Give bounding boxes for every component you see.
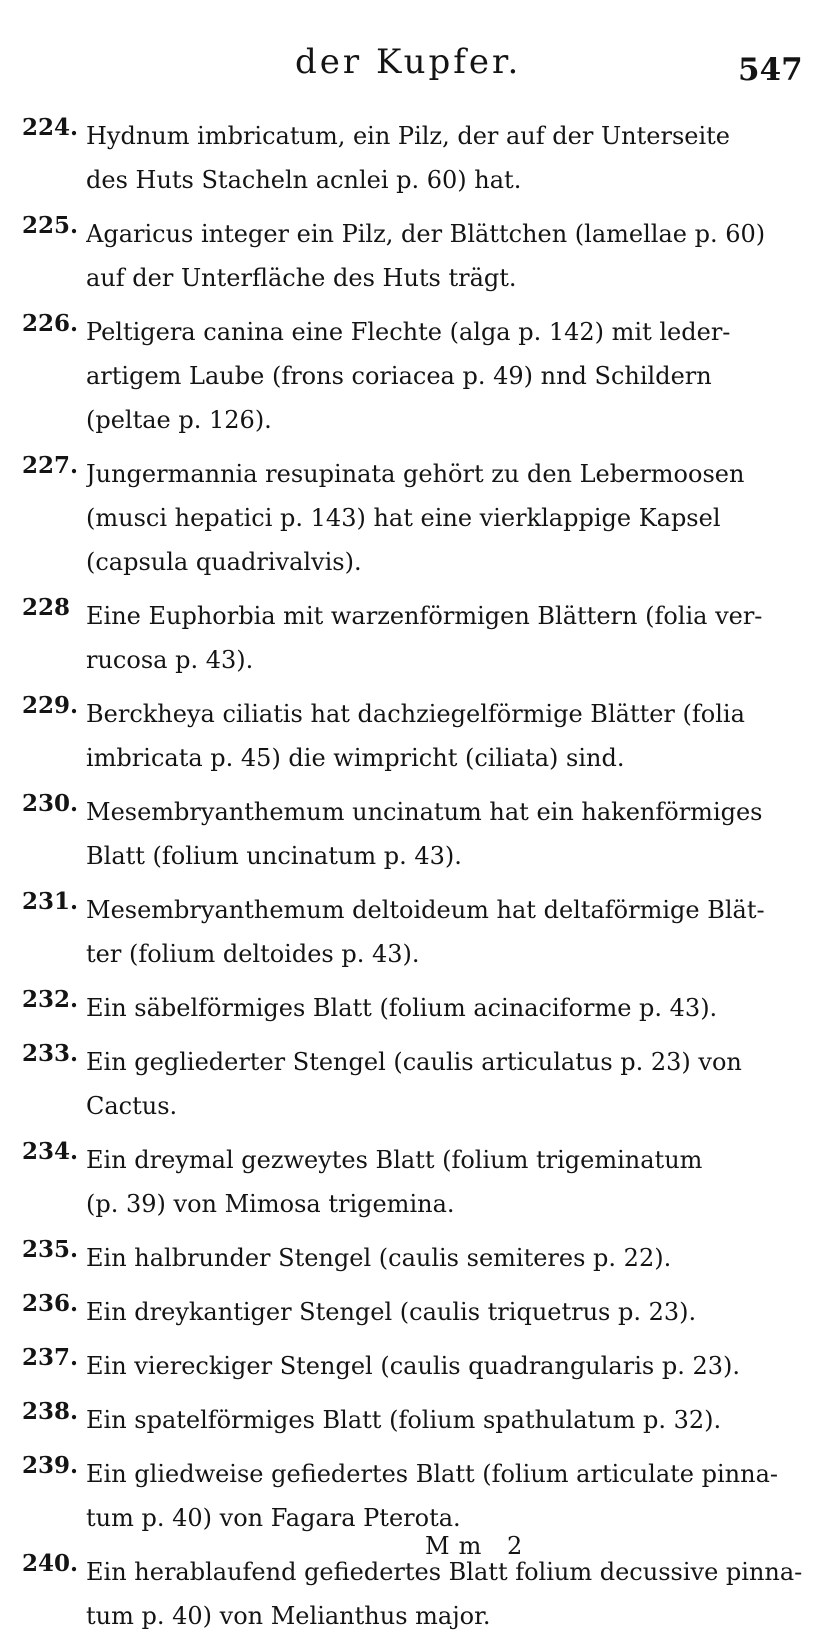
entry-number: 229. bbox=[22, 692, 79, 719]
entry-line: rucosa p. 43). bbox=[86, 646, 254, 674]
entry-line: Hydnum imbricatum, ein Pilz, der auf der Unterseite bbox=[86, 122, 730, 150]
plate-entry bbox=[0, 1398, 830, 1442]
entry-number: 228 bbox=[22, 594, 71, 621]
plate-entry-list bbox=[0, 114, 830, 1648]
plate-entry bbox=[0, 790, 830, 878]
entry-number: 231. bbox=[22, 888, 79, 915]
entry-line: Ein halbrunder Stengel (caulis semiteres p. 22). bbox=[86, 1244, 672, 1272]
entry-line: artigem Laube (frons coriacea p. 49) nnd Schildern bbox=[86, 362, 712, 390]
entry-text bbox=[86, 212, 806, 300]
entry-line: Cactus. bbox=[86, 1092, 178, 1120]
entry-text bbox=[86, 986, 806, 1030]
plate-entry bbox=[0, 1040, 830, 1128]
entry-line: Peltigera canina eine Flechte (alga p. 142) mit leder- bbox=[86, 318, 731, 346]
entry-line: auf der Unterfläche des Huts trägt. bbox=[86, 264, 517, 292]
entry-line: Ein dreykantiger Stengel (caulis triquetrus p. 23). bbox=[86, 1298, 697, 1326]
entry-line: Eine Euphorbia mit warzenförmigen Blättern (folia ver- bbox=[86, 602, 763, 630]
entry-line: Agaricus integer ein Pilz, der Blättchen (lamellae p. 60) bbox=[86, 220, 766, 248]
plate-entry bbox=[0, 1138, 830, 1226]
entry-line: ter (folium deltoides p. 43). bbox=[86, 940, 420, 968]
entry-line: Jungermannia resupinata gehört zu den Lebermoosen bbox=[86, 460, 745, 488]
entry-line: Berckheya ciliatis hat dachziegelförmige Blätter (folia bbox=[86, 700, 745, 728]
entry-text bbox=[86, 1290, 806, 1334]
plate-entry bbox=[0, 1550, 830, 1638]
entry-line: Mesembryanthemum deltoideum hat deltaförmige Blät- bbox=[86, 896, 765, 924]
entry-number: 226. bbox=[22, 310, 79, 337]
entry-number: 238. bbox=[22, 1398, 79, 1425]
entry-text bbox=[86, 114, 806, 202]
entry-text bbox=[86, 1550, 806, 1638]
entry-line: Ein dreymal gezweytes Blatt (folium trigeminatum bbox=[86, 1146, 703, 1174]
entry-number: 227. bbox=[22, 452, 79, 479]
entry-text bbox=[86, 790, 806, 878]
entry-text bbox=[86, 692, 806, 780]
entry-text bbox=[86, 594, 806, 682]
entry-line: (peltae p. 126). bbox=[86, 406, 272, 434]
plate-entry bbox=[0, 310, 830, 442]
signature-mark: Mm 2 bbox=[425, 1532, 532, 1560]
plate-entry bbox=[0, 1290, 830, 1334]
entry-line: Ein gliedweise gefiedertes Blatt (folium articulate pinna- bbox=[86, 1460, 779, 1488]
entry-number: 225. bbox=[22, 212, 79, 239]
entry-number: 230. bbox=[22, 790, 79, 817]
entry-line: Mesembryanthemum uncinatum hat ein hakenförmiges bbox=[86, 798, 763, 826]
entry-text bbox=[86, 1040, 806, 1128]
plate-entry bbox=[0, 594, 830, 682]
plate-entry bbox=[0, 1344, 830, 1388]
entry-line: Ein spatelförmiges Blatt (folium spathulatum p. 32). bbox=[86, 1406, 722, 1434]
page-number: 547 bbox=[738, 52, 803, 88]
plate-entry bbox=[0, 212, 830, 300]
entry-line: (musci hepatici p. 143) hat eine vierklappige Kapsel bbox=[86, 504, 721, 532]
entry-number: 239. bbox=[22, 1452, 79, 1479]
plate-entry bbox=[0, 692, 830, 780]
entry-text bbox=[86, 888, 806, 976]
entry-number: 236. bbox=[22, 1290, 79, 1317]
entry-text bbox=[86, 1138, 806, 1226]
entry-number: 233. bbox=[22, 1040, 79, 1067]
entry-number: 224. bbox=[22, 114, 79, 141]
plate-entry bbox=[0, 452, 830, 584]
plate-entry bbox=[0, 114, 830, 202]
entry-line: (capsula quadrivalvis). bbox=[86, 548, 362, 576]
entry-number: 232. bbox=[22, 986, 79, 1013]
entry-line: Ein säbelförmiges Blatt (folium acinaciforme p. 43). bbox=[86, 994, 718, 1022]
plate-entry bbox=[0, 1452, 830, 1540]
entry-text bbox=[86, 1236, 806, 1280]
running-head: der Kupfer. bbox=[295, 42, 522, 82]
entry-number: 240. bbox=[22, 1550, 79, 1577]
entry-text bbox=[86, 1452, 806, 1540]
entry-line: Ein herablaufend gefiedertes Blatt folium decussive pinna- bbox=[86, 1558, 803, 1586]
entry-number: 237. bbox=[22, 1344, 79, 1371]
plate-entry bbox=[0, 986, 830, 1030]
entry-text bbox=[86, 1398, 806, 1442]
entry-text bbox=[86, 310, 806, 442]
entry-line: Blatt (folium uncinatum p. 43). bbox=[86, 842, 462, 870]
entry-line: Ein viereckiger Stengel (caulis quadrangularis p. 23). bbox=[86, 1352, 740, 1380]
entry-text bbox=[86, 1344, 806, 1388]
entry-line: imbricata p. 45) die wimpricht (ciliata) sind. bbox=[86, 744, 625, 772]
entry-number: 234. bbox=[22, 1138, 79, 1165]
entry-line: tum p. 40) von Melianthus major. bbox=[86, 1602, 491, 1630]
entry-line: (p. 39) von Mimosa trigemina. bbox=[86, 1190, 455, 1218]
entry-line: tum p. 40) von Fagara Pterota. bbox=[86, 1504, 461, 1532]
entry-line: des Huts Stacheln acnlei p. 60) hat. bbox=[86, 166, 522, 194]
entry-text bbox=[86, 452, 806, 584]
plate-entry bbox=[0, 888, 830, 976]
entry-line: Ein gegliederter Stengel (caulis articulatus p. 23) von bbox=[86, 1048, 742, 1076]
entry-number: 235. bbox=[22, 1236, 79, 1263]
plate-entry bbox=[0, 1236, 830, 1280]
